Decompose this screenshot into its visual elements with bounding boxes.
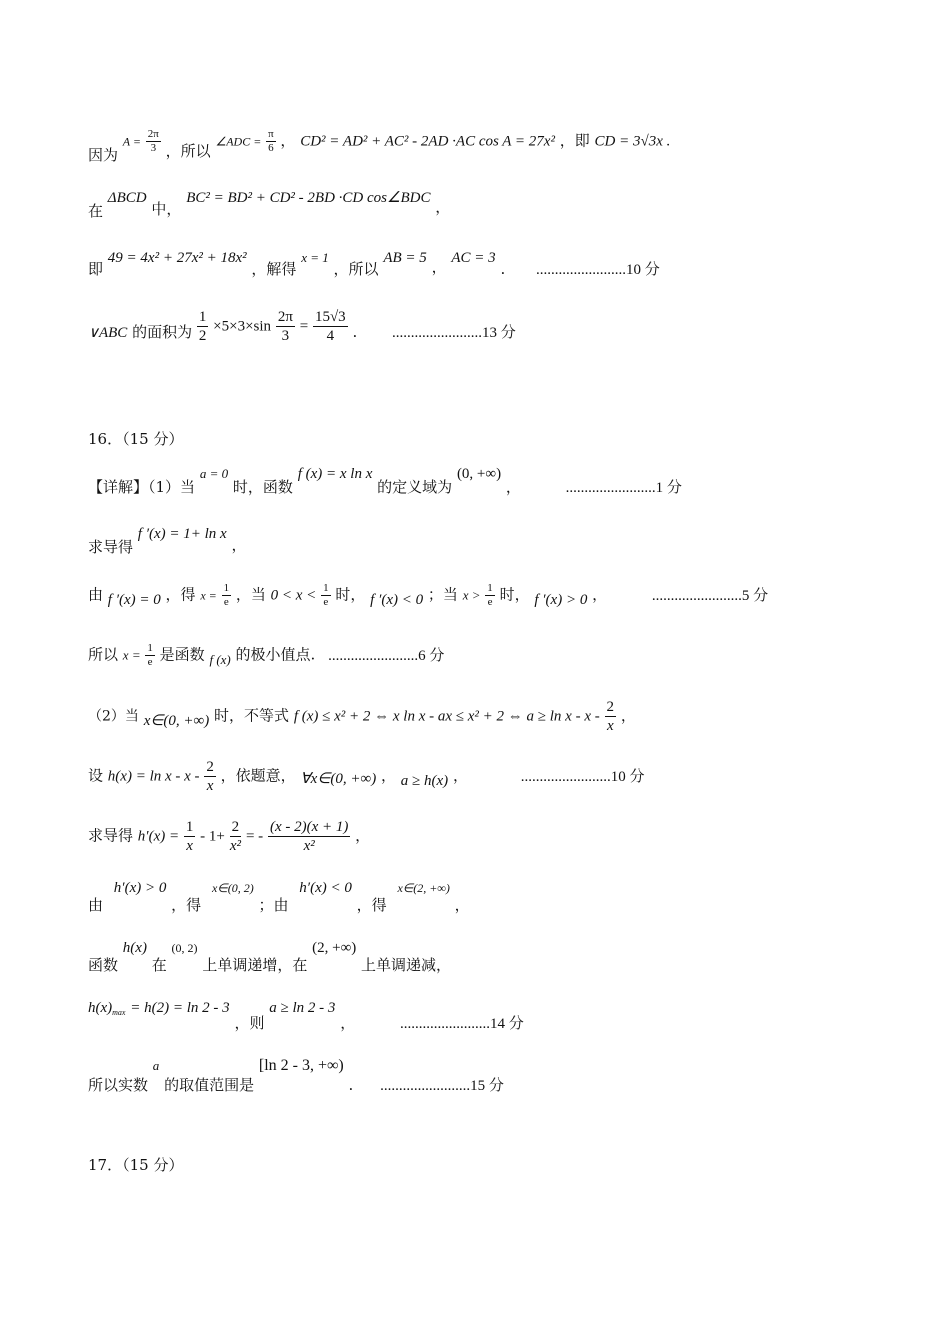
math: a = 0 [199, 466, 229, 481]
text: 上单调递减， [361, 956, 452, 974]
text: 在 [151, 956, 167, 974]
math: ∠ADC = [215, 134, 262, 149]
score-mark: ........................14 分 [399, 1016, 524, 1032]
math: AC = 3 [451, 250, 496, 266]
score-mark: ........................6 分 [328, 647, 445, 664]
text: 【详解】（1）当 [88, 478, 196, 496]
text: 求导得 [88, 826, 134, 845]
solution-line-9 [88, 698, 636, 735]
math: = - [245, 828, 264, 845]
text: ， [231, 536, 247, 554]
text: 的极小值点. [235, 645, 316, 664]
text: ，得 [356, 896, 387, 914]
math: 49 = 4x² + 27x² + 18x² [107, 250, 247, 266]
fraction: $\frac{1}{2}$ [198, 309, 207, 344]
math: CD² = AD² + AC² - 2AD ·AC cos A = 27x² [300, 133, 555, 150]
question-number: 16．（15 分） [88, 430, 184, 448]
text: 所以 [88, 645, 119, 664]
text: ， [435, 198, 451, 216]
text: ， [431, 258, 447, 276]
math: f ′(x) = 0 [107, 591, 161, 608]
text: ， [280, 131, 296, 150]
text: ， [592, 585, 608, 604]
math: f ′(x) < 0 [370, 591, 424, 608]
math: ∀x∈(0, +∞) [300, 770, 377, 787]
text: 函数 [88, 956, 119, 974]
text: . [352, 322, 358, 341]
text: 时， [499, 585, 530, 604]
math: f ′(x) = 1+ ln x [137, 526, 227, 542]
math: (0, +∞) [456, 466, 502, 482]
math: ΔBCD [107, 190, 147, 206]
text: ，得 [165, 585, 196, 604]
text: 是函数 [159, 645, 205, 664]
fraction: $\frac{15√3}{4}$ [314, 309, 346, 344]
fraction: $\frac{2}{\text{x²}}$ [229, 819, 241, 854]
math: CD = 3√3x . [594, 133, 671, 150]
text: ， [380, 766, 396, 785]
math: a [152, 1058, 160, 1073]
fraction: $\frac{2\pi}{3}$ [147, 128, 159, 154]
math: f (x) [209, 651, 231, 667]
math: A = [122, 134, 142, 149]
math: h′(x) = [137, 828, 180, 845]
fraction: $\frac{1}{e}$ [147, 642, 153, 668]
fraction: $\frac{2}{x}$ [206, 759, 214, 794]
text: ；当 [427, 585, 458, 604]
math: x > [462, 587, 481, 603]
math: $h(x)_{max}$ [88, 1000, 126, 1017]
math: x∈(0, 2) [211, 881, 254, 895]
score-mark: ........................13 分 [392, 324, 516, 341]
text: 时， [335, 585, 366, 604]
text: 的取值范围是 [164, 1076, 255, 1094]
text: 即 [88, 260, 104, 278]
math: [ln 2 - 3, +∞) [258, 1057, 344, 1074]
score-mark: ........................5 分 [651, 587, 769, 604]
text: . [500, 260, 506, 278]
text: ，解得 [251, 260, 297, 278]
math: - 1+ [200, 828, 225, 845]
math: f (x) = x ln x [297, 466, 373, 482]
fraction: $\frac{1}{e}$ [223, 582, 230, 608]
fraction: $\frac{1}{e}$ [487, 582, 493, 608]
solution-line-2 [88, 186, 451, 220]
math: (2, +∞) [312, 940, 357, 956]
text: ， [454, 896, 470, 914]
text: ；由 [258, 896, 289, 914]
math: = [299, 318, 309, 335]
solution-line-13 [88, 936, 452, 974]
fraction: $\frac{(x - 2)(x + 1)}{\text{x²}}$ [269, 819, 349, 854]
text: 中， [151, 200, 182, 218]
math: BC² = BD² + CD² - 2BD ·CD cos∠BDC [186, 190, 431, 206]
text: 时，函数 [232, 478, 293, 496]
solution-line-1 [88, 128, 671, 164]
math: 0 < x < [270, 587, 317, 604]
text: 所以实数 [88, 1076, 149, 1094]
text: ， [355, 826, 371, 845]
question-number: 17．（15 分） [88, 1156, 184, 1174]
math: h′(x) > 0 [113, 880, 167, 896]
solution-line-14 [88, 996, 524, 1032]
fraction: $\frac{1}{e}$ [323, 582, 329, 608]
math: x = [200, 588, 217, 603]
math: = h(2) = ln 2 - 3 [130, 1000, 230, 1016]
text: （2）当 [88, 708, 139, 725]
math: (0, 2) [171, 941, 198, 955]
math: h(x) = ln x - x - [107, 768, 200, 785]
text: . [348, 1076, 354, 1094]
score-mark: ........................10 分 [536, 262, 660, 278]
solution-line-4 [88, 308, 516, 345]
solution-line-11 [88, 818, 370, 855]
math: ∨ABC [88, 324, 128, 341]
solution-line-3 [88, 246, 660, 278]
text: 的面积为 [132, 322, 193, 341]
text: ， [452, 766, 468, 785]
solution-line-6 [88, 522, 247, 556]
text: 上单调递增，在 [202, 956, 308, 974]
math: x = 1 [301, 250, 329, 265]
solution-line-12 [88, 876, 470, 914]
text: ，依题意， [220, 766, 296, 785]
math: f ′(x) > 0 [534, 591, 588, 608]
fraction: $\frac{2\pi}{3}$ [277, 309, 293, 344]
math: a ≥ ln 2 - 3 [269, 1000, 336, 1016]
text: 由 [88, 896, 104, 914]
solution-line-15 [88, 1054, 504, 1094]
text: ，当 [235, 585, 266, 604]
math: x∈(0, +∞) [143, 712, 210, 729]
text: 因为 [88, 145, 119, 164]
text: 求导得 [88, 538, 134, 556]
text: ， [340, 1014, 356, 1032]
solution-line-10 [88, 758, 645, 795]
math: f (x) ≤ x² + 2 ⇔ x ln x - ax ≤ x² + 2 ⇔ a ≥ ln x - x - [293, 708, 600, 725]
text: ，即 [559, 131, 590, 150]
text: 在 [88, 202, 104, 220]
math: x = [122, 647, 141, 663]
text: ，则 [234, 1014, 265, 1032]
math: h′(x) < 0 [299, 880, 352, 896]
text: 的定义域为 [377, 478, 453, 496]
text: ， [620, 706, 636, 725]
solution-line-5 [88, 462, 682, 496]
text: ，所以 [165, 141, 211, 160]
text: ，所以 [333, 260, 379, 278]
text: 设 [88, 766, 104, 785]
text: ， [505, 478, 521, 496]
math: h(x) [122, 940, 147, 956]
fraction: $\frac{\pi}{6}$ [268, 128, 274, 154]
score-mark: ........................10 分 [520, 768, 645, 785]
text: 由 [88, 585, 104, 604]
text: ，得 [171, 896, 202, 914]
math: x∈(2, +∞) [397, 881, 450, 895]
question-16-heading [88, 428, 183, 449]
math: ×5×3×sin [213, 318, 272, 335]
fraction: $\frac{2}{x}$ [606, 699, 615, 734]
fraction: $\frac{1}{x}$ [185, 819, 194, 854]
solution-line-8 [88, 642, 444, 669]
score-mark: ........................1 分 [565, 480, 682, 496]
math: a ≥ h(x) [400, 772, 449, 789]
score-mark: ........................15 分 [380, 1078, 504, 1094]
text: 时，不等式 [214, 706, 290, 725]
question-17-heading [88, 1154, 183, 1175]
math: AB = 5 [383, 250, 427, 266]
solution-line-7 [88, 582, 768, 609]
